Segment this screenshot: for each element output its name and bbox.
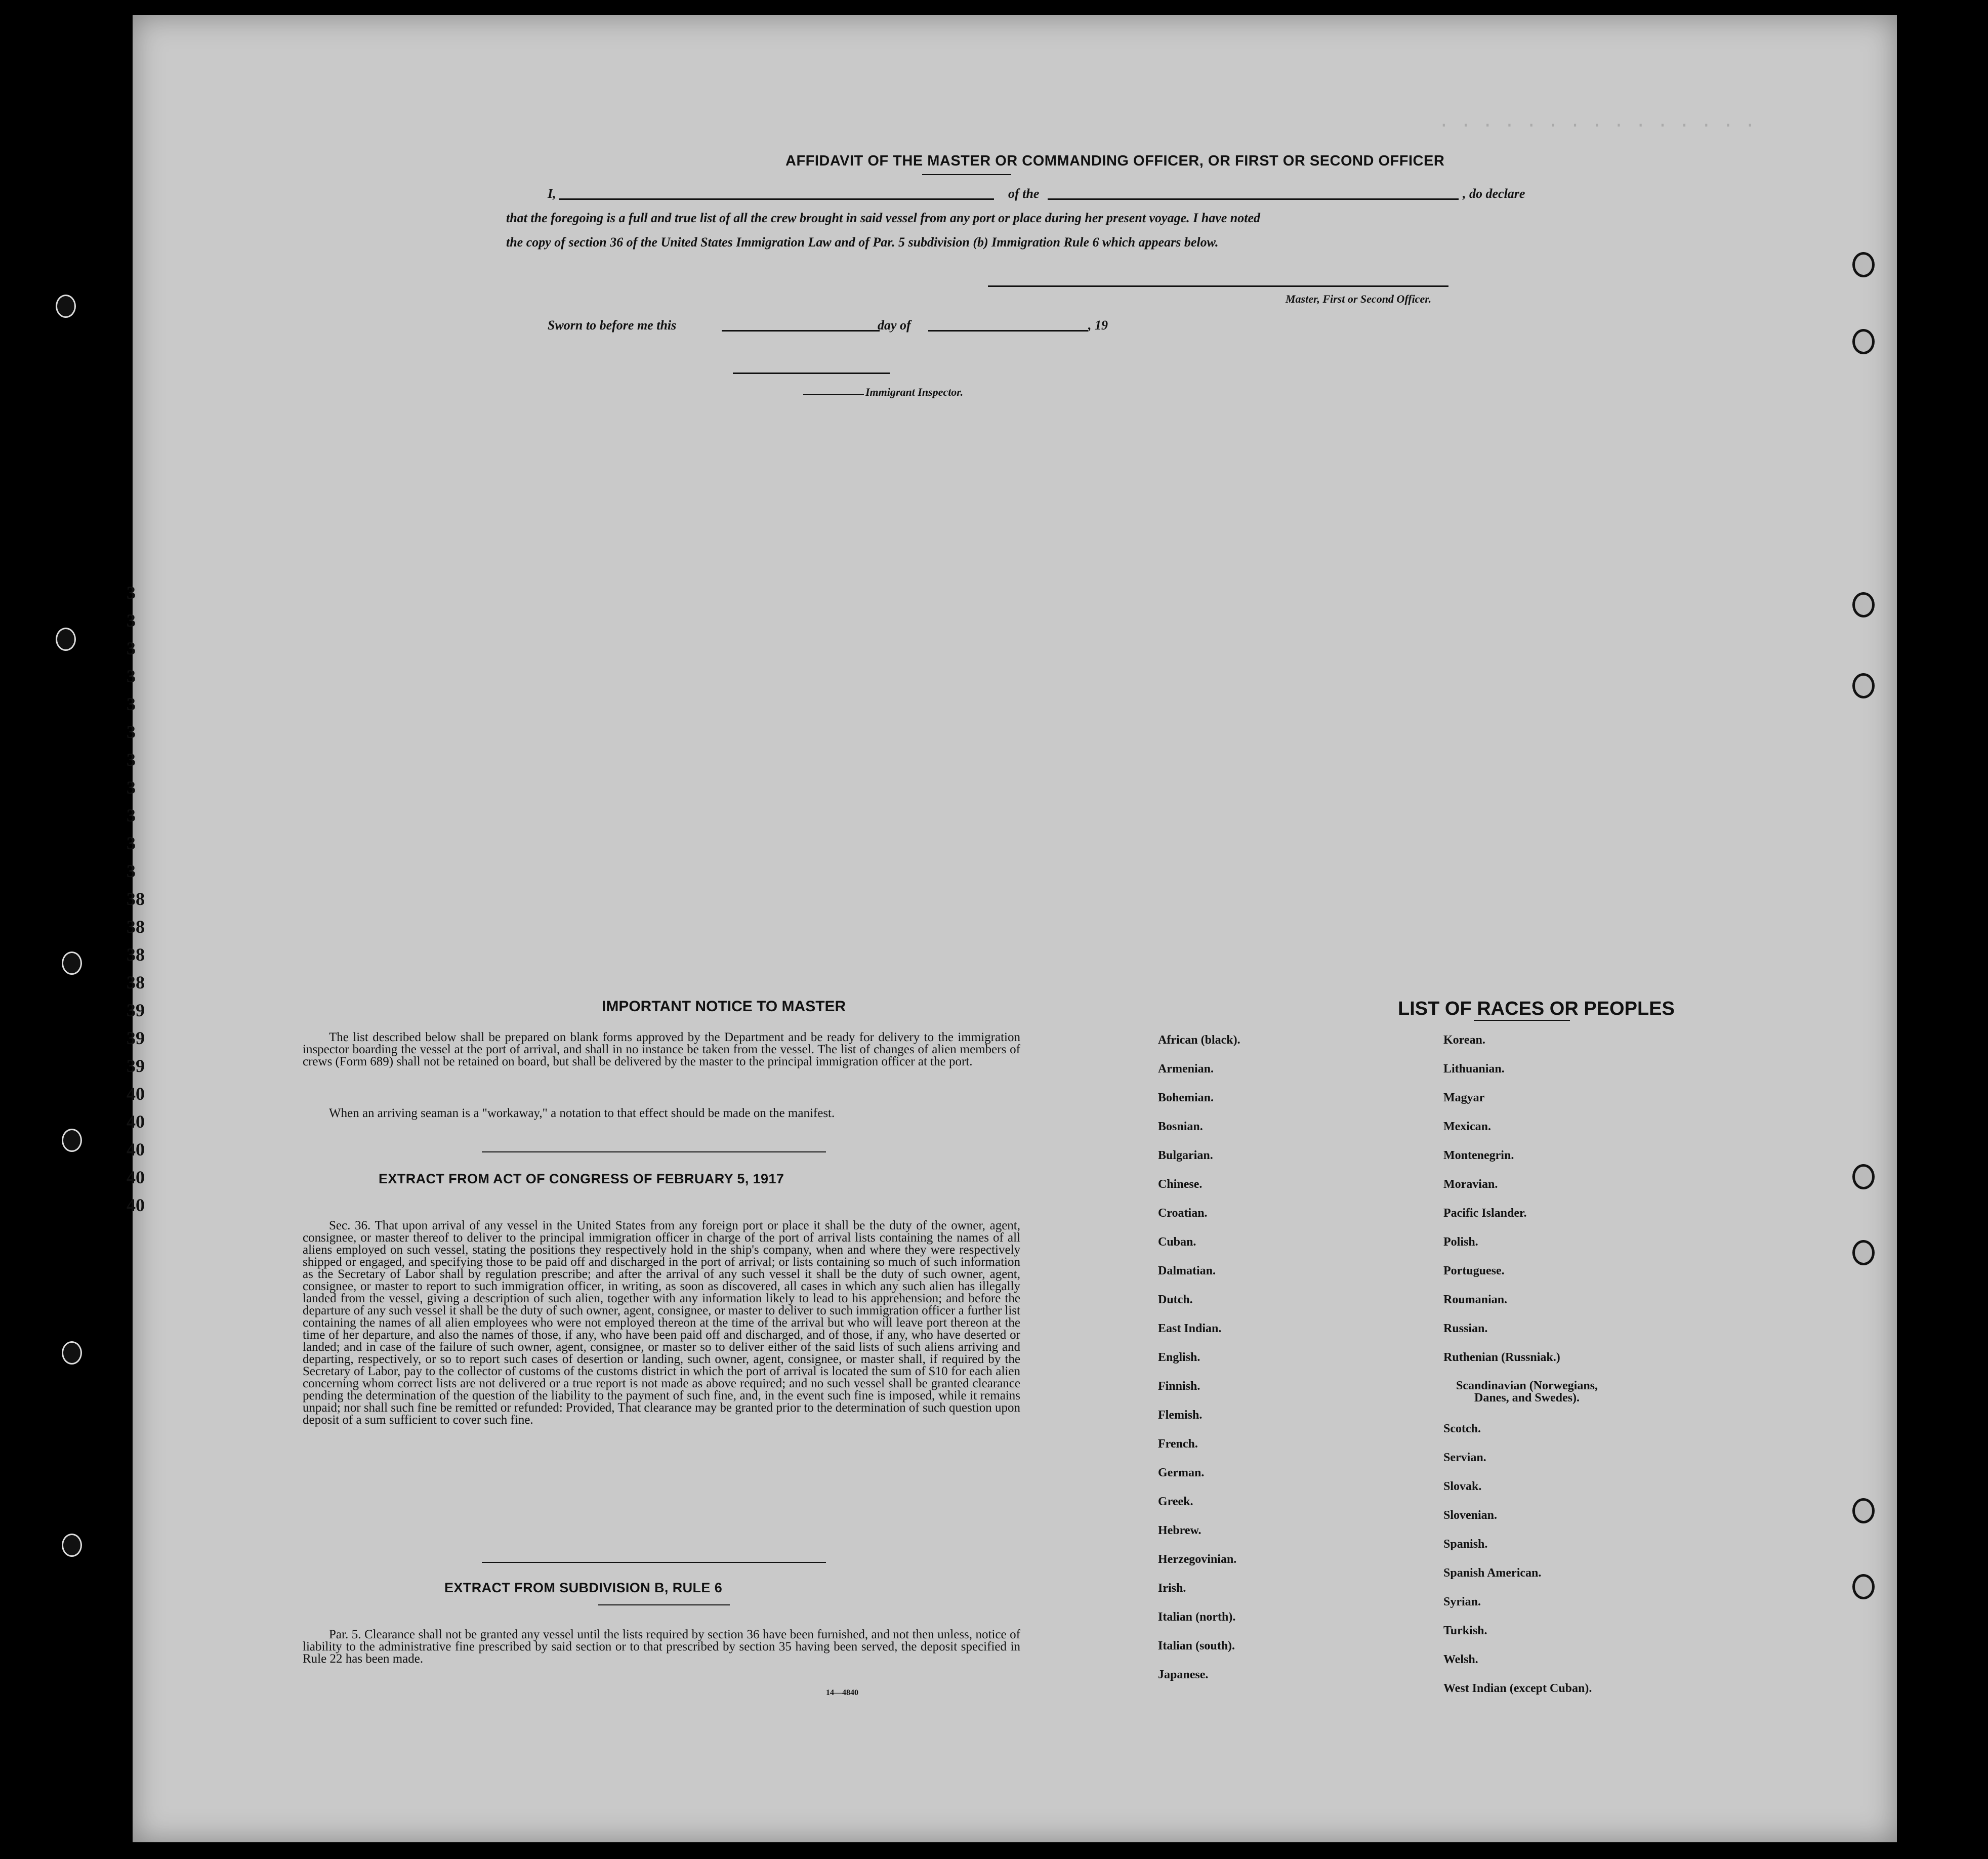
race-item: Portuguese.: [1443, 1264, 1505, 1277]
margin-number: 40: [127, 1195, 145, 1215]
race-item: German.: [1158, 1466, 1205, 1479]
margin-number: 38: [127, 889, 145, 909]
notice-paragraph-1: The list described below shall be prepared on blank forms approved by the Department and be ready for delivery to the immigration inspector boarding the vessel at the port of arrival, and shall in no instance be taken from the vessel. The list of changes of alien members of crews (Form 689) shall not be retained on board, but shall be delivered by the master to the principal immigration officer at the port.: [303, 1030, 1020, 1068]
race-item: Turkish.: [1443, 1624, 1487, 1637]
rule-title-underline: [598, 1604, 730, 1605]
race-item: Irish.: [1158, 1582, 1186, 1595]
punch-hole: [1852, 673, 1875, 698]
race-item: Scotch.: [1443, 1422, 1481, 1435]
notice-paragraph-2: When an arriving seaman is a "workaway," a notation to that effect should be made on the manifest.: [329, 1106, 835, 1120]
race-item: Cuban.: [1158, 1235, 1196, 1249]
vessel-blank-line[interactable]: [1048, 198, 1459, 200]
race-item: Polish.: [1443, 1235, 1478, 1249]
manifest-page: [127, 15, 1897, 1842]
section-divider: [482, 1562, 826, 1563]
race-item: Pacific Islander.: [1443, 1207, 1527, 1220]
sworn-text: Sworn to before me this: [548, 318, 677, 333]
punch-hole: [1852, 1164, 1875, 1189]
race-item: Ruthenian (Russniak.): [1443, 1351, 1560, 1364]
race-item: Chinese.: [1158, 1178, 1203, 1191]
race-item: Scandinavian (Norwegians, Danes, and Swedes).: [1456, 1379, 1598, 1404]
margin-number: 3: [127, 638, 136, 658]
race-item: Flemish.: [1158, 1409, 1203, 1422]
extract-rule-title: EXTRACT FROM SUBDIVISION B, RULE 6: [444, 1580, 723, 1595]
inspector-signature-line[interactable]: [733, 373, 890, 374]
title-underline: [922, 174, 1011, 175]
race-item: Bohemian.: [1158, 1091, 1214, 1104]
margin-number: 38: [127, 917, 145, 937]
race-item: Finnish.: [1158, 1380, 1200, 1393]
margin-number: 3: [127, 861, 136, 881]
race-item: Montenegrin.: [1443, 1149, 1514, 1162]
punch-hole: [62, 1129, 82, 1152]
races-title: LIST OF RACES OR PEOPLES: [1398, 998, 1675, 1019]
race-item: Italian (south).: [1158, 1639, 1235, 1653]
race-item: Lithuanian.: [1443, 1062, 1505, 1076]
inspector-short-line: [803, 394, 864, 395]
extract-act-title: EXTRACT FROM ACT OF CONGRESS OF FEBRUARY 5, 1917: [379, 1171, 784, 1186]
race-item: Dutch.: [1158, 1293, 1193, 1306]
punch-hole: [1852, 592, 1875, 617]
race-item: Hebrew.: [1158, 1524, 1202, 1537]
race-item: Bosnian.: [1158, 1120, 1203, 1133]
affidavit-title: AFFIDAVIT OF THE MASTER OR COMMANDING OFFICER, OR FIRST OR SECOND OFFICER: [785, 153, 1445, 169]
margin-number: 40: [127, 1167, 145, 1187]
inspector-label: Immigrant Inspector.: [865, 386, 964, 398]
margin-number: 3: [127, 694, 136, 714]
race-item: French.: [1158, 1437, 1198, 1451]
margin-number: 40: [127, 1111, 145, 1132]
affidavit-of-the: of the: [1008, 186, 1040, 201]
margin-number: 38: [127, 972, 145, 993]
races-underline: [1474, 1020, 1570, 1021]
race-item: Syrian.: [1443, 1595, 1481, 1608]
race-item: Russian.: [1443, 1322, 1488, 1335]
race-item: English.: [1158, 1351, 1200, 1364]
affidavit-declare: , do declare: [1463, 186, 1525, 201]
race-item: Moravian.: [1443, 1178, 1498, 1191]
race-item: Armenian.: [1158, 1062, 1214, 1076]
race-item: Japanese.: [1158, 1668, 1209, 1681]
race-item: Korean.: [1443, 1034, 1485, 1047]
race-item: Magyar: [1443, 1091, 1485, 1104]
punch-hole: [62, 1341, 82, 1365]
race-item: Roumanian.: [1443, 1293, 1508, 1306]
race-item: Servian.: [1443, 1451, 1486, 1464]
punch-hole: [62, 952, 82, 975]
day-of-text: day of: [878, 318, 911, 333]
race-item: West Indian (except Cuban).: [1443, 1682, 1592, 1695]
punch-hole: [1852, 1574, 1875, 1599]
margin-number: 39: [127, 1056, 145, 1076]
margin-number: 38: [127, 944, 145, 965]
race-item: East Indian.: [1158, 1322, 1222, 1335]
race-item: Greek.: [1158, 1495, 1193, 1508]
margin-number: 3: [127, 805, 136, 825]
race-item: Welsh.: [1443, 1653, 1478, 1666]
race-item: Mexican.: [1443, 1120, 1491, 1133]
margin-number: 3: [127, 666, 136, 686]
race-item: Spanish American.: [1443, 1566, 1542, 1580]
affidavit-i: I,: [548, 186, 556, 201]
master-label: Master, First or Second Officer.: [1286, 293, 1432, 305]
bleed-through-header: . . . . . . . . . . . . . . .: [1438, 111, 1756, 132]
race-item: Spanish.: [1443, 1538, 1488, 1551]
margin-number: 3: [127, 750, 136, 770]
affidavit-line3: the copy of section 36 of the United States Immigration Law and of Par. 5 subdivision (b) Immigration Rule 6 which appears below.: [506, 235, 1219, 250]
year-text: , 19: [1088, 318, 1108, 333]
race-item: Slovak.: [1443, 1480, 1482, 1493]
sworn-month-line[interactable]: [928, 330, 1088, 332]
margin-number: 3: [127, 777, 136, 798]
race-item: Slovenian.: [1443, 1509, 1498, 1522]
margin-number: 3: [127, 610, 136, 631]
name-blank-line[interactable]: [559, 198, 994, 200]
race-item: Dalmatian.: [1158, 1264, 1216, 1277]
punch-hole: [62, 1534, 82, 1557]
margin-number: 3: [127, 583, 136, 603]
punch-hole: [56, 295, 76, 318]
sworn-day-line[interactable]: [722, 330, 880, 332]
punch-hole: [1852, 1498, 1875, 1523]
notice-title: IMPORTANT NOTICE TO MASTER: [602, 998, 846, 1015]
master-signature-line[interactable]: [988, 285, 1448, 287]
extract-rule-text: Par. 5. Clearance shall not be granted any vessel until the lists required by section 36 have been furnished, and not then unless, notice of liability to the administrative fine prescribed by said section or to that prescribed by section 35 having been served, the deposit specified in Rule 22 has been made.: [303, 1628, 1020, 1666]
margin-number: 3: [127, 833, 136, 853]
punch-hole: [1852, 1240, 1875, 1265]
race-item: African (black).: [1158, 1034, 1240, 1047]
race-item: Herzegovinian.: [1158, 1553, 1237, 1566]
affidavit-line2: that the foregoing is a full and true list of all the crew brought in said vessel from any port or place during her present voyage. I have noted: [506, 211, 1261, 225]
margin-number: 39: [127, 1028, 145, 1048]
race-item: Croatian.: [1158, 1207, 1208, 1220]
punch-hole: [56, 628, 76, 651]
margin-number: 3: [127, 722, 136, 742]
margin-number: 39: [127, 1000, 145, 1020]
margin-number: 40: [127, 1084, 145, 1104]
race-item: Bulgarian.: [1158, 1149, 1213, 1162]
race-item: Italian (north).: [1158, 1610, 1236, 1624]
section-divider: [482, 1151, 826, 1152]
punch-hole: [1852, 252, 1875, 277]
margin-number: 40: [127, 1139, 145, 1160]
form-code: 14—4840: [826, 1688, 858, 1697]
extract-act-text: Sec. 36. That upon arrival of any vessel in the United States from any foreign port or place it shall be the duty of the owner, agent, consignee, or master thereof to deliver to the principal immigration officer in charge of the port of arrival lists containing the names of all aliens employed on such vessel, stating the positions they respectively hold in the ship's company, when and where they were respectively shipped or engaged, and specifying those to be paid off and discharged in the port of arrival; or lists containing so much of such information as the Secretary of Labor shall by regulation prescribe; and after the arrival of any such vessel it shall be the duty of such owner, agent, consignee, or master to report to such immigration officer, in writing, as soon as discovered, all cases in which any such alien has illegally landed from the vessel, giving a description of such alien, together with any information likely to lead to his apprehension; and before the departure of any such vessel it shall be the duty of such owner, agent, consignee, or master to deliver to such immigration officer a further list containing the names of all alien employees who were not employed thereon at the time of the arrival but who will leave port thereon at the time of her departure, and also the names of those, if any, who have been paid off and discharged, and of those, if any, who have deserted or landed; and in case of the failure of such owner, agent, consignee, or master so to deliver either of the said lists of such aliens arriving and departing, respectively, or so to report such cases of desertion or landing, such owner, agent, consignee, or master shall, if required by the Secretary of Labor, pay to the collector of customs of the customs district in which the port of arrival is located the sum of $10 for each alien concerning whom correct lists are not delivered or a true report is not made as above required; and no such vessel shall be granted clearance pending the determination of the question of the liability to the payment of such fine, and, in the event such fine is imposed, while it remains unpaid; nor shall such fine be remitted or refunded: Provided, That clearance may be granted prior to the determination of such question upon deposit of a sum sufficient to cover such fine.: [303, 1219, 1020, 1427]
punch-hole: [1852, 329, 1875, 354]
